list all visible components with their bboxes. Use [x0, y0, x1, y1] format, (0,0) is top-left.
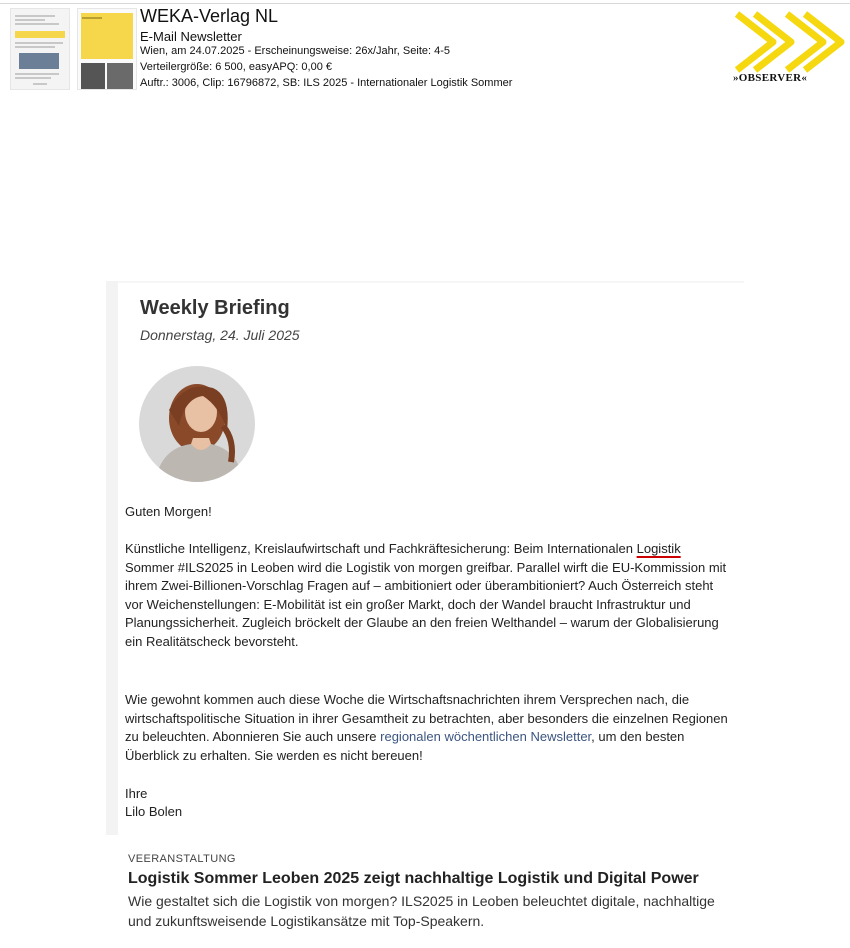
subscription-text-start: Wie gewohnt kommen auch diese Woche die Wirtschaftsnachrichten ihrem Versprechen nach, die wirtschaftspolitische Situation in ihrer Gesamtheit zu betrachten, aber besonders die einzelnen Regionen zu beleuchten. Abonnieren Sie auch unsere: [125, 692, 728, 744]
newsletter-panel-edge: [106, 281, 118, 835]
subscription-text-end: , um den besten Überblick zu erhalten. Sie werden es nicht bereuen!: [125, 729, 685, 763]
newsletter-title: Weekly Briefing: [140, 297, 290, 319]
page-thumbnail-1[interactable]: [10, 8, 70, 90]
closing: Ihre: [125, 786, 148, 801]
page-thumbnail-2[interactable]: [77, 8, 137, 90]
author-photo: [139, 366, 255, 482]
intro-text-start: Künstliche Intelligenz, Kreislaufwirtschaft und Fachkräftesicherung: Beim Internationalen: [125, 541, 637, 556]
event-description: Wie gestaltet sich die Logistik von morgen? ILS2025 in Leoben beleuchtet digitale, nachhaltige und zukunftsweisende Logistikansätze mit Top-Speakern.: [128, 893, 715, 929]
author-signature: Lilo Bolen: [125, 804, 183, 819]
intro-paragraph: [125, 540, 730, 651]
newsletter-date: Donnerstag, 24. Juli 2025: [140, 327, 300, 343]
regional-newsletter-link[interactable]: regionalen wöchentlichen Newsletter: [380, 729, 592, 744]
newsletter-panel-top: [118, 281, 744, 283]
event-category: VEERANSTALTUNG: [128, 853, 236, 865]
publication-info-line: Wien, am 24.07.2025 - Erscheinungsweise: 26x/Jahr, Seite: 4-5: [140, 45, 451, 57]
intro-text-end: Sommer #ILS2025 in Leoben wird die Logistik von morgen greifbar. Parallel wirft die EU-Kommission mit ihrem Zwei-Billionen-Vorschlag Fragen auf – ambitioniert oder überambitioniert? Auch Österreich steht vor Weichenstellungen: E-Mobilität ist ein großer Markt, doch der Wandel braucht Infrastruktur und Planungssicherheit. Zugleich bröckelt der Glaube an den freien Welthandel – warum der Globalisierung ein Realitätscheck bevorsteht.: [125, 559, 727, 649]
event-title-link[interactable]: Logistik Sommer Leoben 2025 zeigt nachhaltige Logistik und Digital Power: [128, 870, 699, 887]
observer-logo-text: »OBSERVER«: [733, 72, 808, 84]
greeting: Guten Morgen!: [125, 504, 212, 519]
publication-name: WEKA-Verlag NL: [140, 6, 279, 26]
highlighted-keyword: Logistik: [636, 541, 681, 556]
top-divider: [0, 3, 850, 4]
subscription-paragraph: [125, 691, 730, 765]
medium-type: E-Mail Newsletter: [140, 29, 242, 44]
order-info-line: Auftr.: 3006, Clip: 16796872, SB: ILS 2025 - Internationaler Logistik Sommer: [140, 77, 513, 89]
distribution-info-line: Verteilergröße: 6 500, easyAPQ: 0,00 €: [140, 61, 333, 73]
